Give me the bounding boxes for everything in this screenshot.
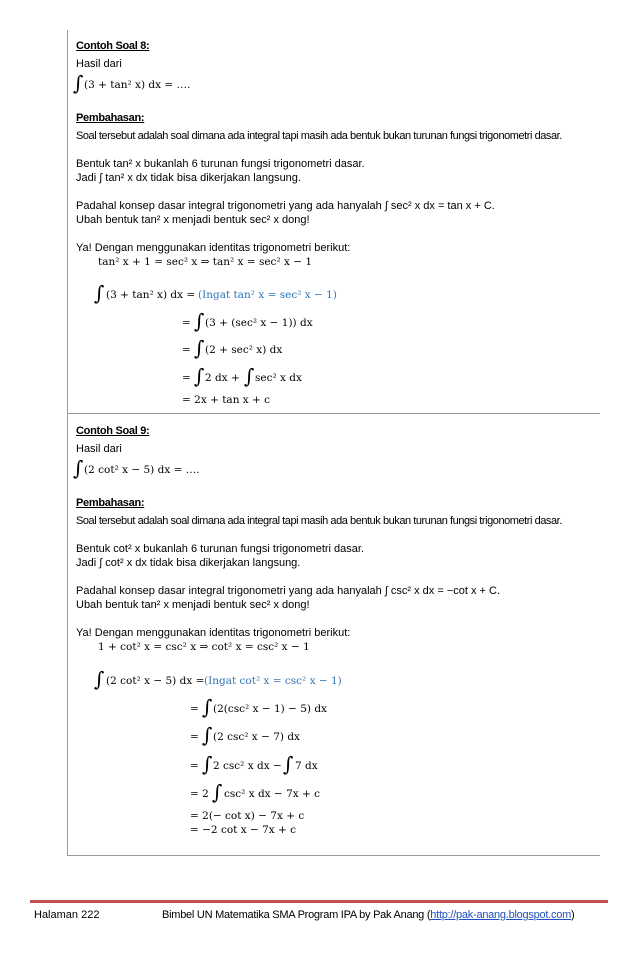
soal9-step5: = 2: [190, 788, 209, 800]
soal8-step4c: sec² x dx: [255, 372, 302, 384]
equals: =: [190, 760, 199, 772]
soal8-p2a: Bentuk tan² x bukanlah 6 turunan fungsi trigonometri dasar.: [76, 158, 365, 170]
footer-close: ): [571, 909, 575, 921]
integral-sign: ∫: [73, 456, 84, 480]
integral-sign: ∫: [202, 752, 213, 776]
soal8-p1: Soal tersebut adalah soal dimana ada integral tapi masih ada bentuk bukan turunan fungsi trigonometri dasar.: [76, 130, 562, 142]
integral-sign: ∫: [212, 780, 223, 804]
soal9-step6: = 2(− cot x) − 7x + c: [190, 810, 305, 822]
equals: =: [182, 372, 191, 384]
soal8-p3a: Padahal konsep dasar integral trigonometri yang ada hanyalah ∫ sec² x dx = tan x + C.: [76, 200, 495, 212]
soal8-identity: tan² x + 1 = sec² x ⇒ tan² x = sec² x − 1: [98, 256, 313, 268]
soal8-step4: 2 dx +: [205, 372, 240, 384]
separator-rule: [67, 413, 600, 414]
soal9-step7: = −2 cot x − 7x + c: [190, 824, 297, 836]
soal9-p1: Soal tersebut adalah soal dimana ada integral tapi masih ada bentuk bukan turunan fungsi trigonometri dasar.: [76, 515, 562, 527]
left-rule-top: [67, 30, 68, 413]
footer-title: Bimbel UN Matematika SMA Program IPA by Pak Anang (: [162, 909, 431, 921]
soal9-step4c: 7 dx: [295, 760, 318, 772]
soal9-p4a: Ya! Dengan menggunakan identitas trigonometri berikut:: [76, 627, 351, 639]
equals: =: [182, 317, 191, 329]
soal9-pembahasan: Pembahasan:: [76, 497, 145, 509]
soal9-identity: 1 + cot² x = csc² x ⇒ cot² x = csc² x − 1: [98, 641, 310, 653]
soal9-p2b: Jadi ∫ cot² x dx tidak bisa dikerjakan langsung.: [76, 557, 301, 569]
soal9-step4: 2 csc² x dx −: [213, 760, 282, 772]
soal9-p3b: Ubah bentuk tan² x menjadi bentuk sec² x dong!: [76, 599, 310, 611]
footer-link[interactable]: http://pak-anang.blogspot.com: [430, 909, 572, 921]
soal8-pembahasan: Pembahasan:: [76, 112, 145, 124]
footer-text: [162, 909, 574, 921]
integral-sign: ∫: [94, 667, 105, 691]
equals: =: [182, 344, 191, 356]
integral-sign: ∫: [202, 695, 213, 719]
integral-sign: ∫: [73, 71, 84, 95]
soal8-step5: = 2x + tan x + c: [182, 394, 271, 406]
soal9-step1: (2 cot² x − 5) dx =: [106, 675, 205, 687]
soal9-p2a: Bentuk cot² x bukanlah 6 turunan fungsi trigonometri dasar.: [76, 543, 365, 555]
soal8-step3: (2 + sec² x) dx: [205, 344, 283, 356]
equals: =: [190, 731, 199, 743]
integral-sign: ∫: [244, 364, 255, 388]
footer-rule: [30, 900, 608, 903]
equals: =: [190, 703, 199, 715]
soal8-p4a: Ya! Dengan menggunakan identitas trigonometri berikut:: [76, 242, 351, 254]
integral-sign: ∫: [194, 336, 205, 360]
integral-sign: ∫: [194, 309, 205, 333]
soal8-title: Contoh Soal 8:: [76, 40, 150, 52]
integral-sign: ∫: [283, 752, 294, 776]
soal8-p3b: Ubah bentuk tan² x menjadi bentuk sec² x dong!: [76, 214, 310, 226]
soal9-step3: (2 csc² x − 7) dx: [213, 731, 300, 743]
soal9-step5b: csc² x dx − 7x + c: [224, 788, 321, 800]
soal8-p2b: Jadi ∫ tan² x dx tidak bisa dikerjakan langsung.: [76, 172, 301, 184]
left-rule-bottom: [67, 413, 68, 855]
soal9-question: (2 cot² x − 5) dx = ….: [84, 464, 200, 476]
soal8-hint: (Ingat tan² x = sec² x − 1): [198, 289, 337, 301]
soal9-title: Contoh Soal 9:: [76, 425, 150, 437]
soal9-p3a: Padahal konsep dasar integral trigonometri yang ada hanyalah ∫ csc² x dx = −cot x + C.: [76, 585, 501, 597]
soal9-hint: (Ingat cot² x = csc² x − 1): [204, 675, 342, 687]
soal9-step2: (2(csc² x − 1) − 5) dx: [213, 703, 327, 715]
bottom-rule: [67, 855, 600, 856]
soal8-question: (3 + tan² x) dx = ….: [84, 79, 191, 91]
integral-sign: ∫: [202, 723, 213, 747]
integral-sign: ∫: [194, 364, 205, 388]
soal9-intro: Hasil dari: [76, 443, 122, 455]
soal8-step1: (3 + tan² x) dx =: [106, 289, 196, 301]
soal8-step2: (3 + (sec² x − 1)) dx: [205, 317, 313, 329]
footer-page-number: Halaman 222: [34, 909, 100, 921]
soal8-intro: Hasil dari: [76, 58, 122, 70]
integral-sign: ∫: [94, 281, 105, 305]
